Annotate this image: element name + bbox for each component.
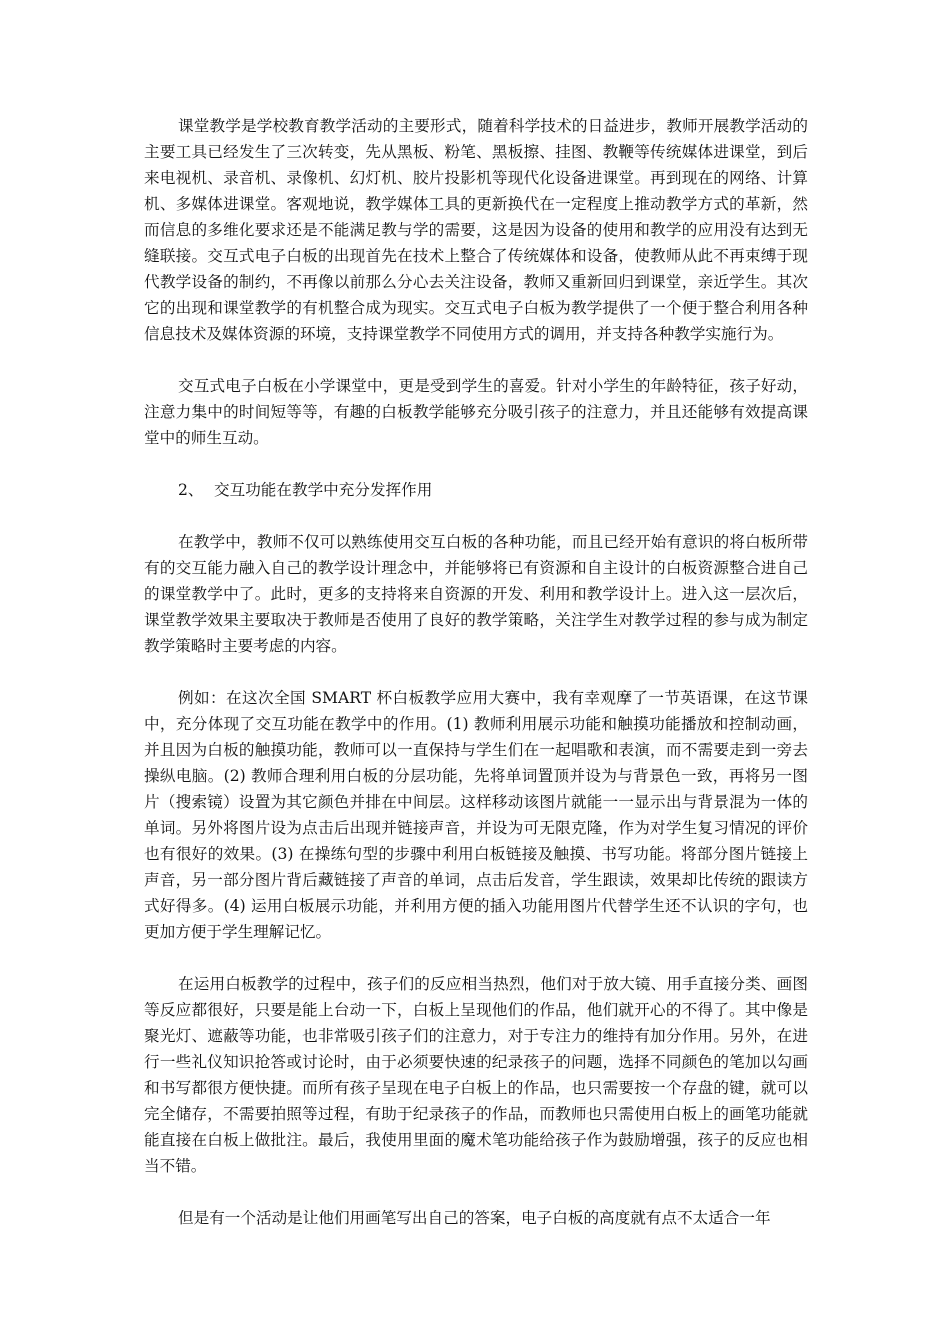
paragraph-example: 例如：在这次全国 SMART 杯白板教学应用大赛中，我有幸观摩了一节英语课，在这节课中，充分体现了交互功能在教学中的作用。(1) 教师利用展示功能和触摸功能播放和控制动画，并且因为白板的触摸功能，教师可以一直保持与学生们在一起唱歌和表演，而不需要走到一旁去操纵电脑。(2) 教师合理利用白板的分层功能，先将单词置顶并设为与背景色一致，再将另一图片（搜索镜）设置为其它颜色并排在中间层。这样移动该图片就能一一显示出与背景混为一体的单词。另外将图片设为点击后出现并链接声音，并设为可无限克隆，作为对学生复习情况的评价也有很好的效果。(3) 在操练句型的步骤中利用白板链接及触摸、书写功能。将部分图片链接上声音，另一部分图片背后藏链接了声音的单词，点击后发音，学生跟读，效果却比传统的跟读方式好得多。(4) 运用白板展示功能，并利用方便的插入功能用图片代替学生还不认识的字句，也更加方便于学生理解记忆。 <box>144 689 808 941</box>
paragraph-intro: 课堂教学是学校教育教学活动的主要形式，随着科学技术的日益进步，教师开展教学活动的主要工具已经发生了三次转变，先从黑板、粉笔、黑板擦、挂图、教鞭等传统媒体进课堂，到后来电视机、录音机、录像机、幻灯机、胶片投影机等现代化设备进课堂。再到现在的网络、计算机、多媒体进课堂。客观地说，教学媒体工具的更新换代在一定程度上推动教学方式的革新，然而信息的多维化要求还是不能满足教与学的需要，这是因为设备的使用和教学的应用没有达到无缝联接。交互式电子白板的出现首先在技术上整合了传统媒体和设备，使教师从此不再束缚于现代教学设备的制约，不再像以前那么分心去关注设备，教师又重新回归到课堂，亲近学生。其次它的出现和课堂教学的有机整合成为现实。交互式电子白板为教学提供了一个便于整合利用各种信息技术及媒体资源的环境，支持课堂教学不同使用方式的调用，并支持各种教学实施行为。 <box>144 117 808 343</box>
paragraph-activity: 但是有一个活动是让他们用画笔写出自己的答案，电子白板的高度就有点不太适合一年 <box>178 1209 771 1227</box>
section-title: 交互功能在教学中充分发挥作用 <box>214 481 433 499</box>
paragraph-reaction: 在运用白板教学的过程中，孩子们的反应相当热烈，他们对于放大镜、用手直接分类、画图等反应都很好，只要是能上台动一下，白板上呈现他们的作品，他们就开心的不得了。其中像是聚光灯、遮蔽等功能，也非常吸引孩子们的注意力，对于专注力的维持有加分作用。另外，在进行一些礼仪知识抢答或讨论时，由于必须要快速的纪录孩子的问题，选择不同颜色的笔加以勾画和书写都很方便快捷。而所有孩子呈现在电子白板上的作品，也只需要按一个存盘的键，就可以完全储存，不需要拍照等过程，有助于纪录孩子的作品，而教师也只需使用白板上的画笔功能就能直接在白板上做批注。最后，我使用里面的魔术笔功能给孩子作为鼓励增强，孩子的反应也相当不错。 <box>144 975 808 1175</box>
section-number: 2、 <box>178 481 204 499</box>
paragraph-teaching: 在教学中，教师不仅可以熟练使用交互白板的各种功能，而且已经开始有意识的将白板所带有的交互能力融入自己的教学设计理念中，并能够将已有资源和自主设计的白板资源整合进自己的课堂教学中了。此时，更多的支持将来自资源的开发、利用和教学设计上。进入这一层次后，课堂教学效果主要取决于教师是否使用了良好的教学策略，关注学生对教学过程的参与成为制定教学策略时主要考虑的内容。 <box>144 533 808 655</box>
document-page <box>144 113 808 1257</box>
section-heading <box>144 477 808 503</box>
paragraph-primary-school: 交互式电子白板在小学课堂中，更是受到学生的喜爱。针对小学生的年龄特征，孩子好动，注意力集中的时间短等等，有趣的白板教学能够充分吸引孩子的注意力，并且还能够有效提高课堂中的师生互动。 <box>144 377 808 447</box>
